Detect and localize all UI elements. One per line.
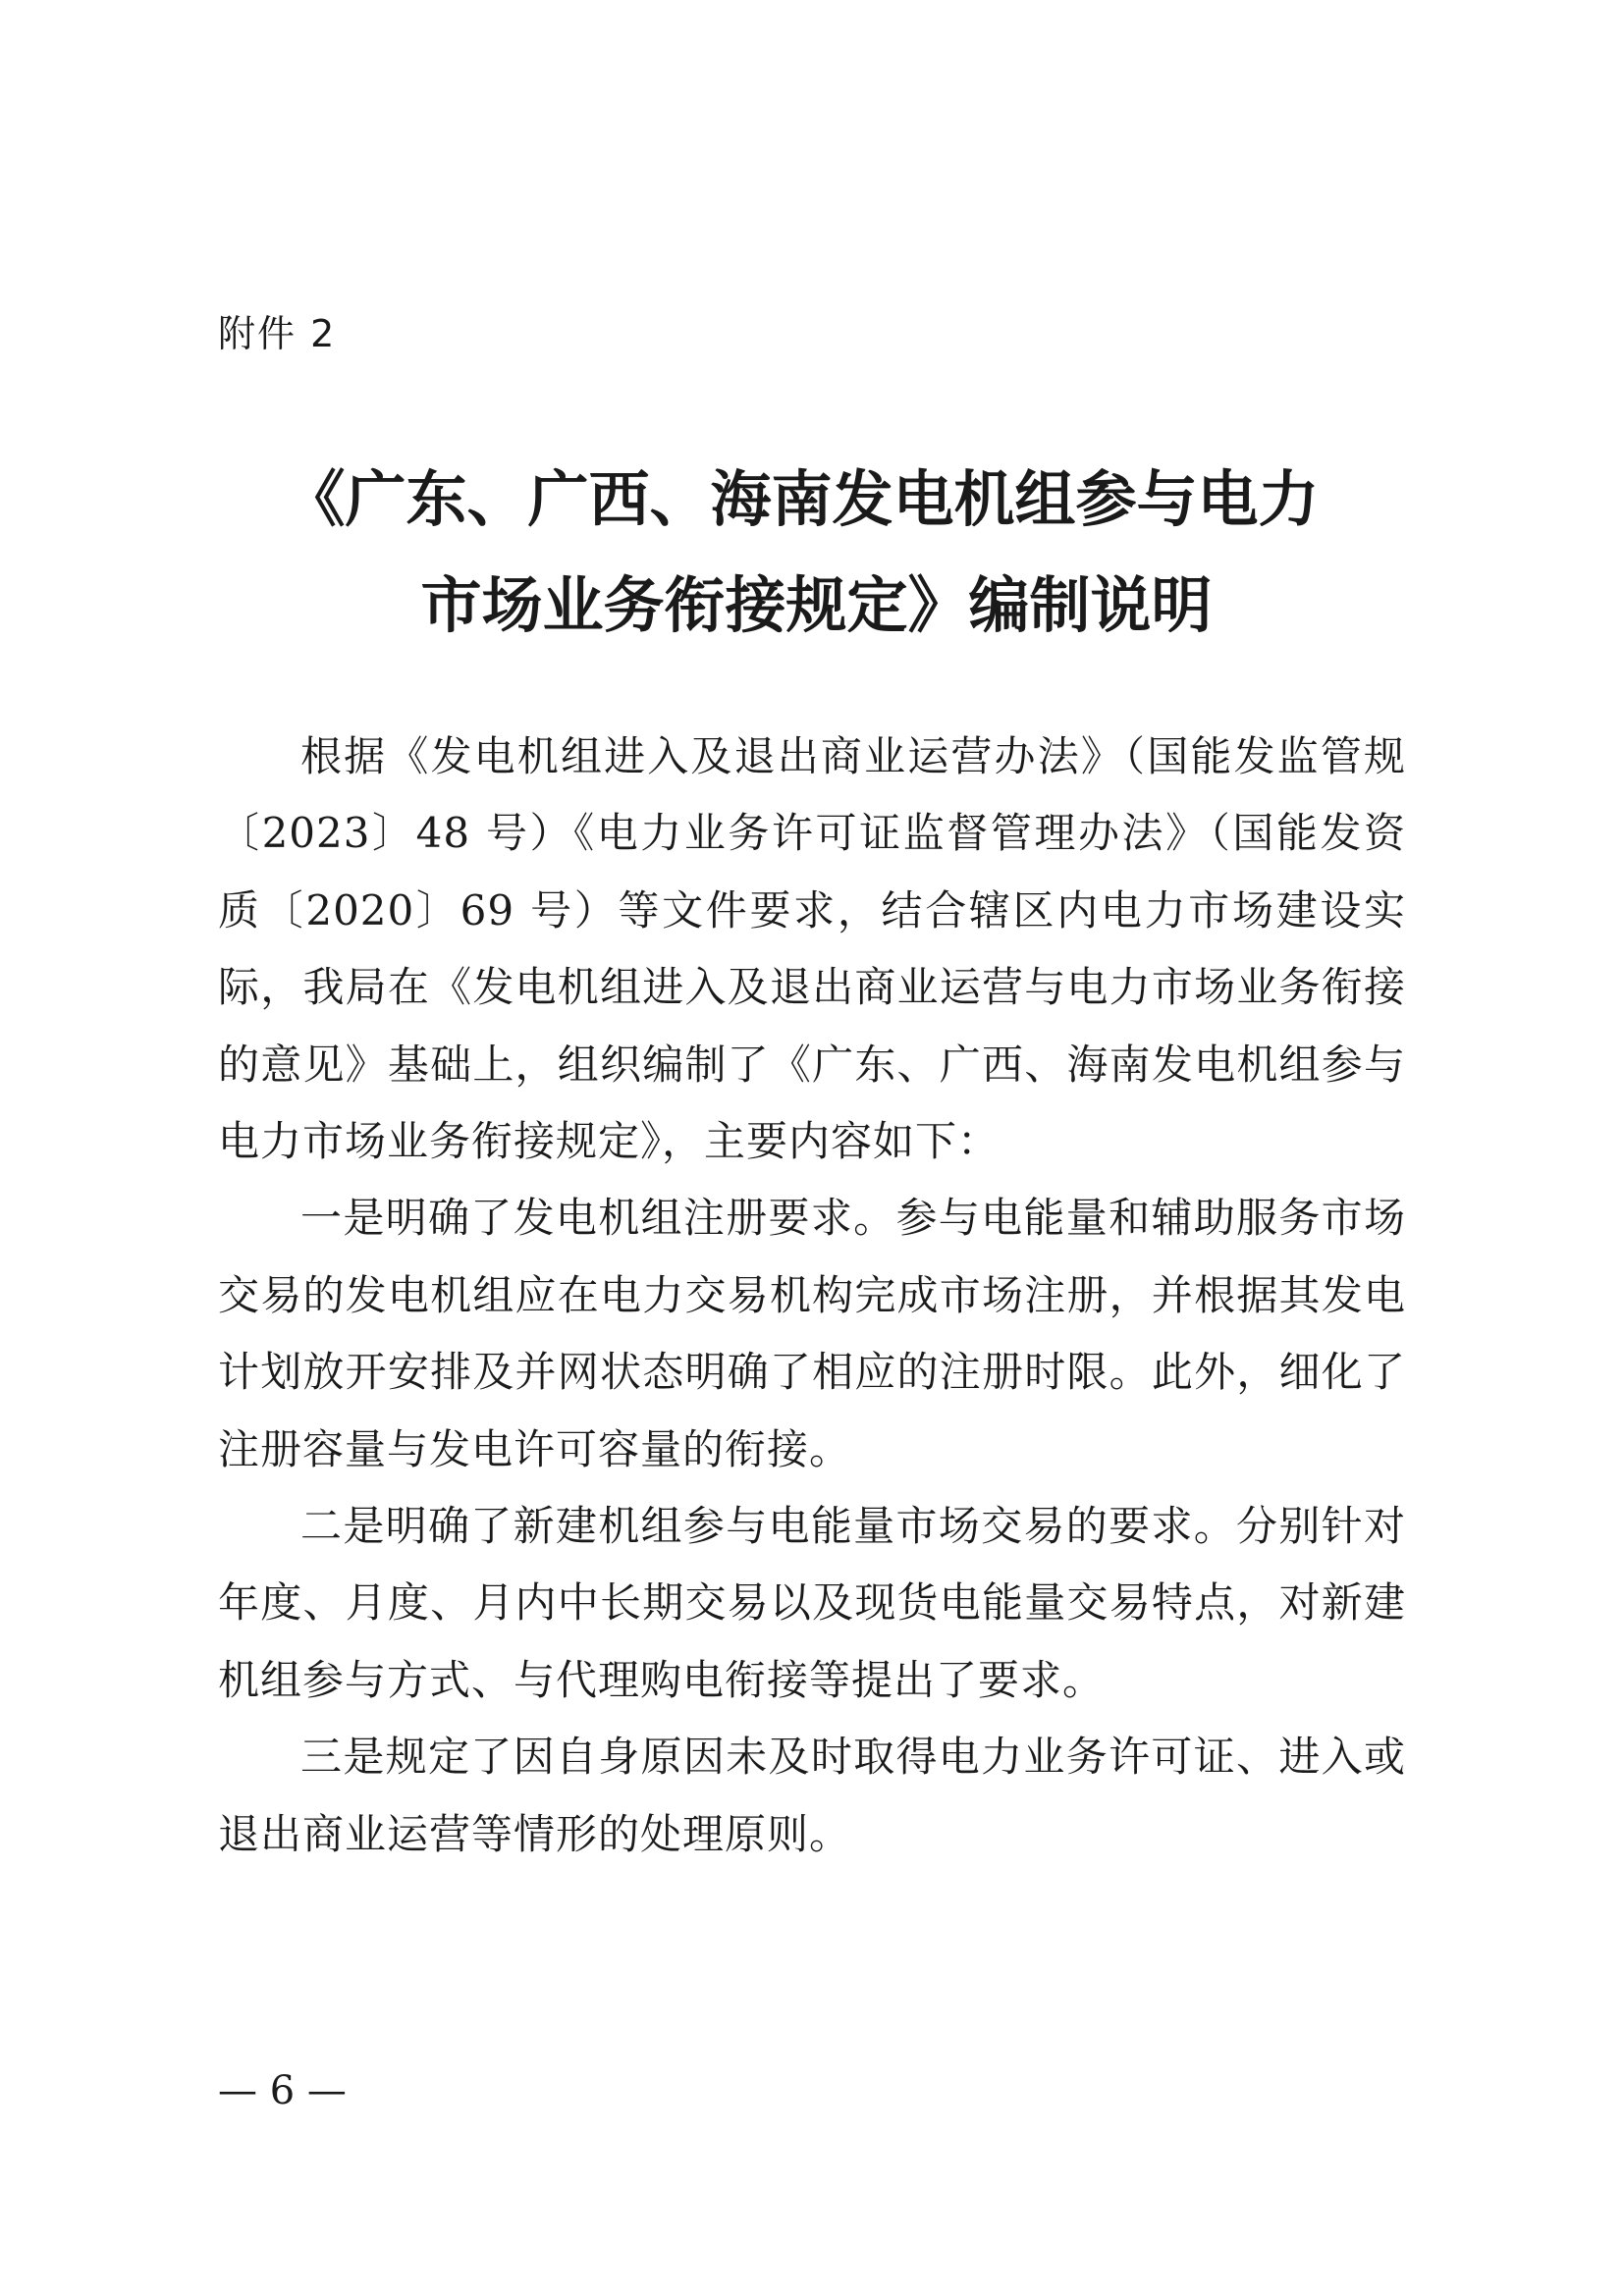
- paragraph-principles: 三是规定了因自身原因未及时取得电力业务许可证、进入或退出商业运营等情形的处理原则。: [218, 1733, 1406, 1858]
- title-line-2: 市场业务衔接规定》编制说明: [420, 569, 1213, 641]
- title-line-1: 《广东、广西、海南发电机组参与电力: [284, 463, 1320, 535]
- paragraph-intro: 根据《发电机组进入及退出商业运营办法》（国能发监管规〔2023〕48 号）《电力业务许可证监督管理办法》（国能发资质〔2020〕69 号）等文件要求，结合辖区内电力市场建设实际，我局在《发电机组进入及退出商业运营与电力市场业务衔接的意见》基础上，组织编制了《广东、广西、海南发电机组参与电力市场业务衔接规定》，主要内容如下：: [218, 732, 1406, 1166]
- document-body: [218, 719, 1406, 1873]
- paragraph-registration: 一是明确了发电机组注册要求。参与电能量和辅助服务市场交易的发电机组应在电力交易机构完成市场注册，并根据其发电计划放开安排及并网状态明确了相应的注册时限。此外，细化了注册容量与发电许可容量的衔接。: [218, 1194, 1406, 1473]
- document-title: [0, 447, 1623, 659]
- paragraph-new-units: 二是明确了新建机组参与电能量市场交易的要求。分别针对年度、月度、月内中长期交易以及现货电能量交易特点，对新建机组参与方式、与代理购电衔接等提出了要求。: [218, 1502, 1406, 1704]
- attachment-label: 附件 2: [218, 312, 337, 355]
- page-number: — 6 —: [218, 2068, 347, 2113]
